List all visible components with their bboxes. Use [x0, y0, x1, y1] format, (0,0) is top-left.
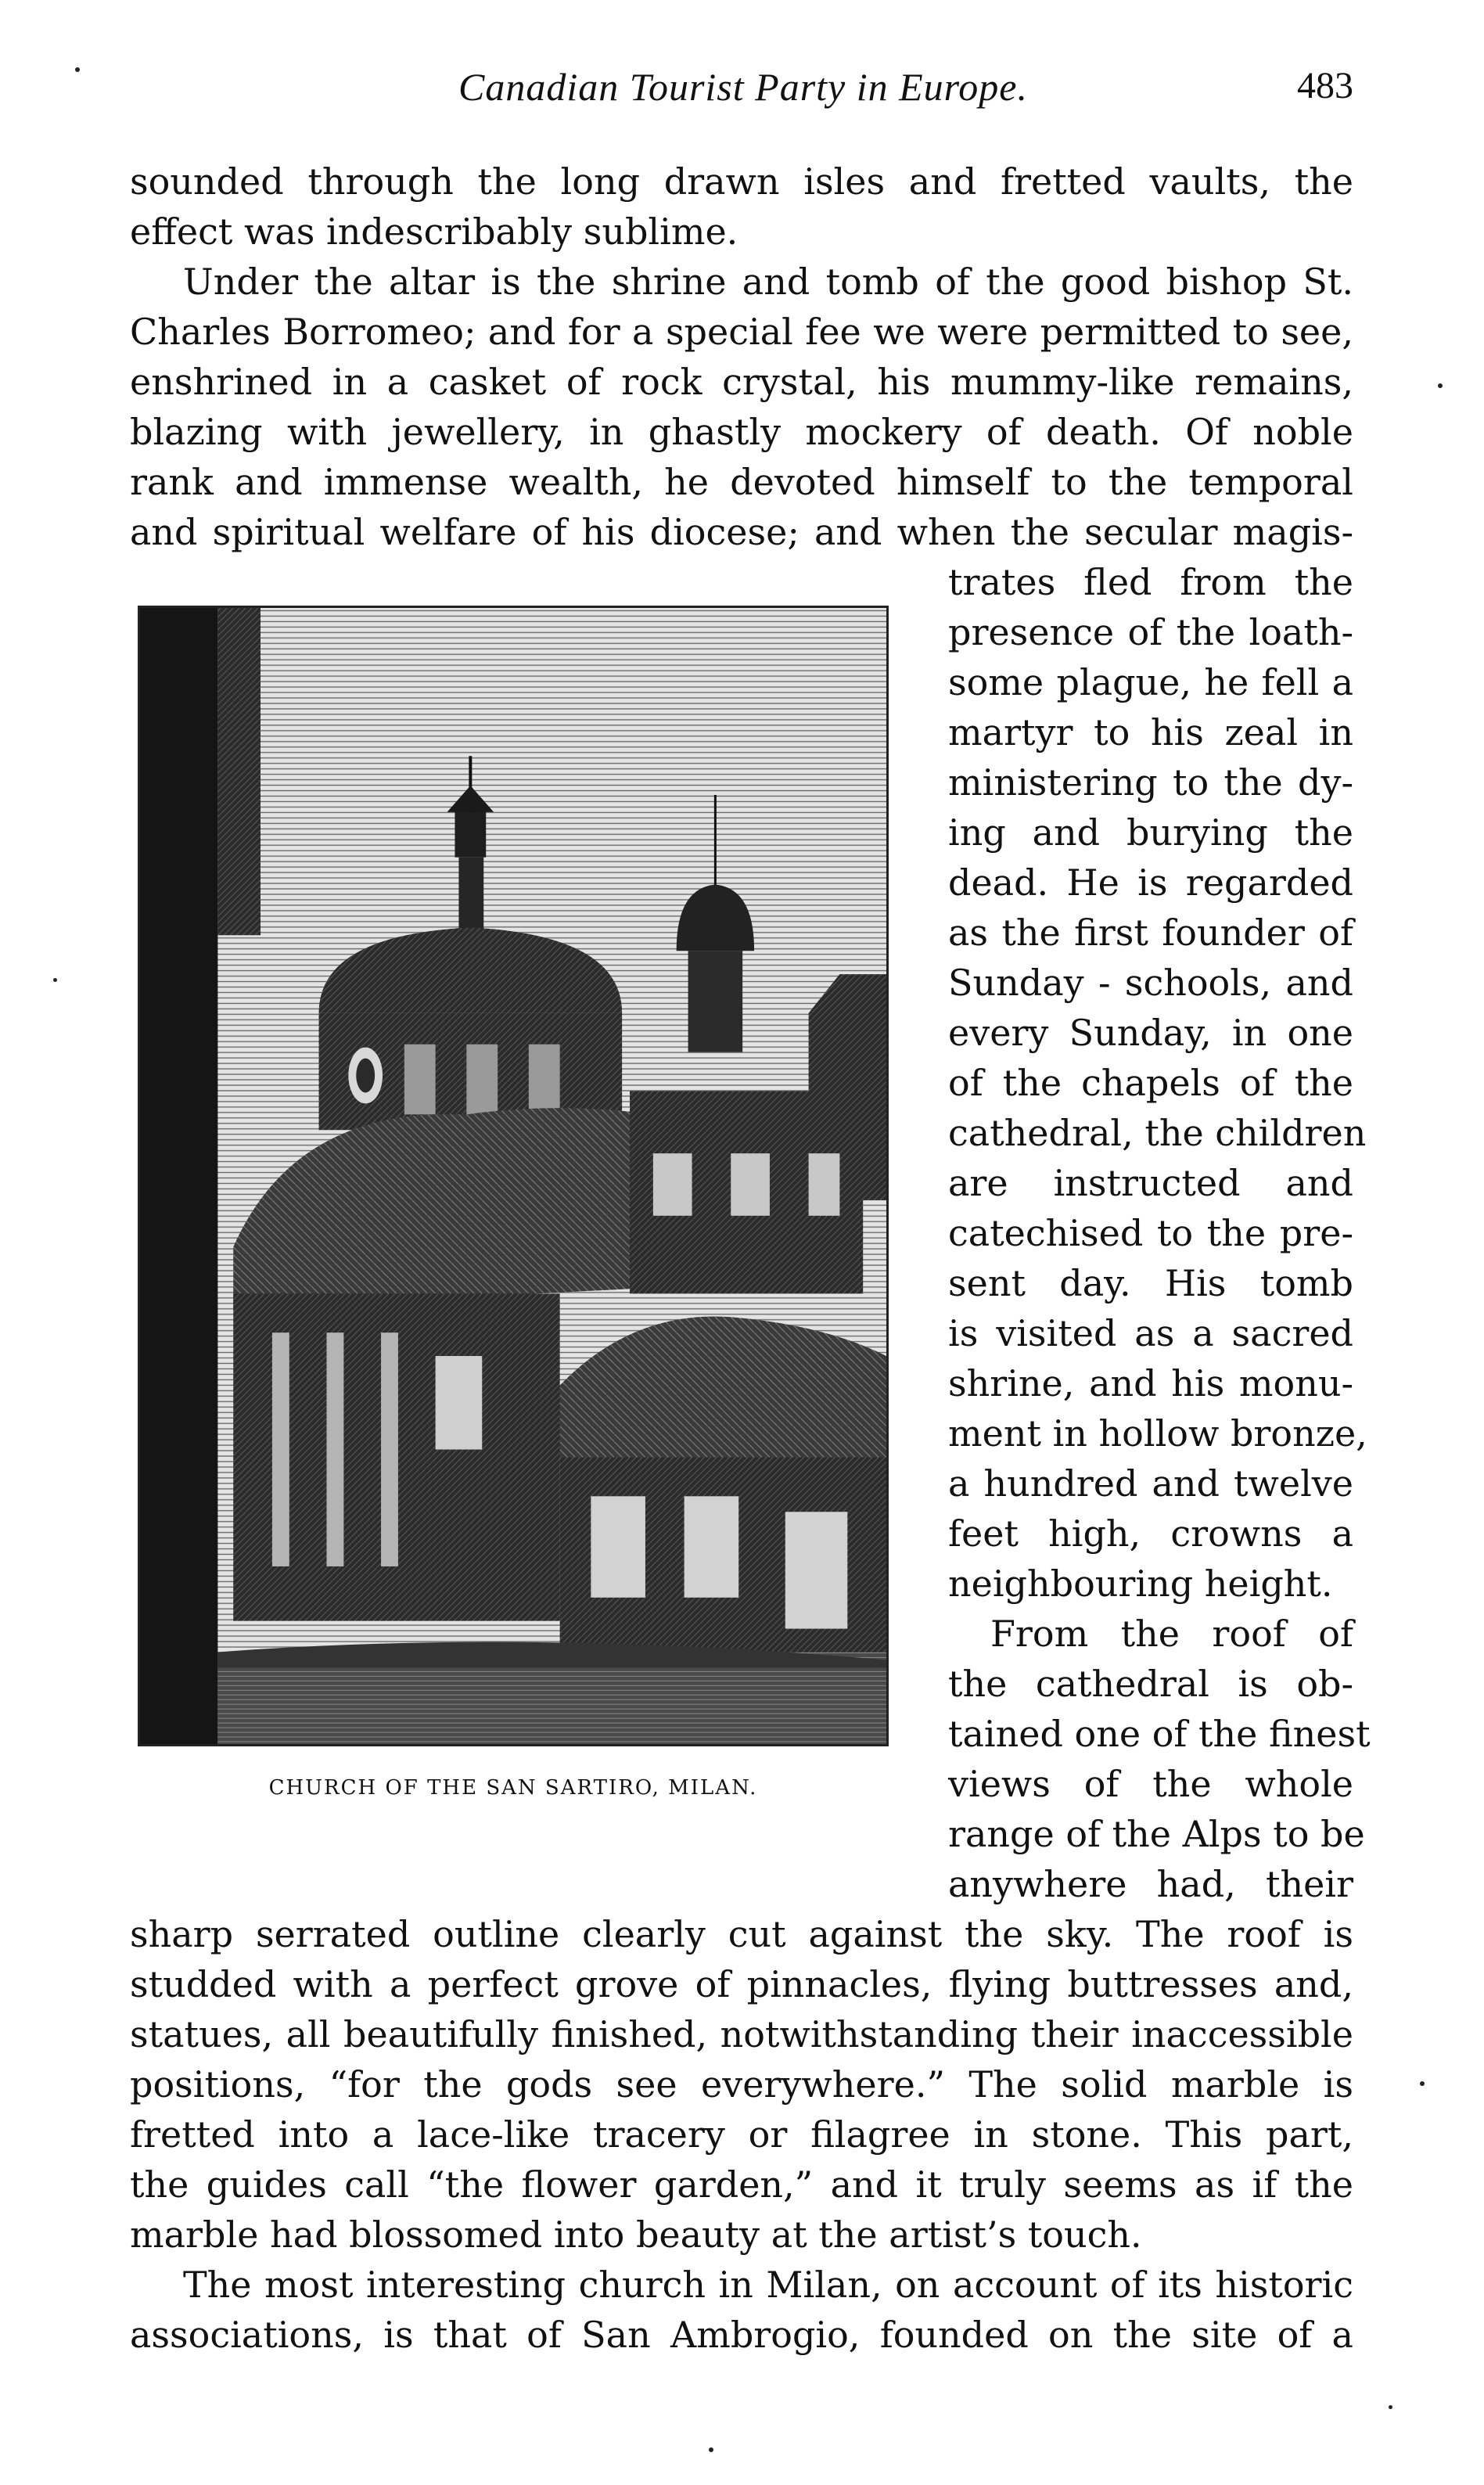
column-line: some plague, he fell a — [948, 661, 1353, 703]
text-line: blazing with jewellery, in ghastly mockery of death. Of noble — [130, 411, 1353, 453]
column-line: neighbouring height. — [948, 1563, 1333, 1605]
scan-speck — [709, 2447, 713, 2452]
column-line: of the chapels of the — [948, 1062, 1353, 1104]
church-engraving-art — [140, 608, 886, 1744]
column-line: the cathedral is ob- — [948, 1663, 1353, 1705]
text-line: associations, is that of San Ambrogio, founded on the site of a — [130, 2314, 1353, 2356]
church-engraving — [138, 606, 889, 1746]
text-line: fretted into a lace-like tracery or filagree in stone. This part, — [130, 2113, 1353, 2156]
text-line: marble had blossomed into beauty at the artist’s touch. — [130, 2213, 1142, 2256]
column-line: catechised to the pre- — [948, 1212, 1353, 1254]
text-line: sharp serrated outline clearly cut against the sky. The roof is — [130, 1913, 1353, 1955]
page-number: 483 — [1297, 65, 1353, 106]
column-line: as the first founder of — [948, 912, 1353, 954]
column-line: anywhere had, their — [948, 1863, 1353, 1905]
column-line: martyr to his zeal in — [948, 711, 1353, 753]
text-line: and spiritual welfare of his diocese; and when the secular magis- — [130, 511, 1353, 553]
column-line: views of the whole — [948, 1763, 1353, 1805]
column-line: a hundred and twelve — [948, 1462, 1353, 1505]
scan-speck — [75, 67, 80, 72]
column-line: From the roof of — [990, 1613, 1353, 1655]
figure-caption: CHURCH OF THE SAN SARTIRO, MILAN. — [268, 1776, 758, 1800]
column-line: ministering to the dy- — [948, 761, 1353, 804]
column-line: are instructed and — [948, 1162, 1353, 1204]
column-line: sent day. His tomb — [948, 1262, 1353, 1304]
text-line: The most interesting church in Milan, on account of its historic — [183, 2264, 1353, 2306]
column-line: every Sunday, in one — [948, 1012, 1353, 1054]
column-line: Sunday - schools, and — [948, 962, 1353, 1004]
scan-speck — [53, 978, 57, 982]
column-line: feet high, crowns a — [948, 1512, 1353, 1555]
text-line: enshrined in a casket of rock crystal, his mummy-like remains, — [130, 361, 1353, 403]
running-head: Canadian Tourist Party in Europe. — [458, 65, 1028, 109]
column-line: ing and burying the — [948, 811, 1353, 854]
scan-speck — [1420, 2081, 1425, 2086]
column-line: dead. He is regarded — [948, 861, 1353, 904]
text-line: rank and immense wealth, he devoted himself to the temporal — [130, 461, 1353, 503]
text-line: statues, all beautifully finished, notwithstanding their inaccessible — [130, 2013, 1353, 2055]
text-line: Charles Borromeo; and for a special fee we were permitted to see, — [130, 311, 1353, 353]
column-line: cathedral, the children — [948, 1112, 1367, 1154]
text-line: effect was indescribably sublime. — [130, 210, 738, 253]
column-line: presence of the loath- — [948, 611, 1353, 653]
scan-speck — [1389, 2405, 1392, 2409]
column-line: ment in hollow bronze, — [948, 1412, 1367, 1455]
column-line: is visited as a sacred — [948, 1312, 1353, 1354]
column-line: tained one of the finest — [948, 1713, 1371, 1755]
text-line: sounded through the long drawn isles and fretted vaults, the — [130, 160, 1353, 203]
column-line: trates fled from the — [948, 561, 1353, 603]
scan-speck — [1438, 383, 1443, 388]
column-line: shrine, and his monu- — [948, 1362, 1353, 1404]
text-line: positions, “for the gods see everywhere.” The solid marble is — [130, 2063, 1353, 2106]
text-line: studded with a perfect grove of pinnacles, flying buttresses and, — [130, 1963, 1353, 2005]
text-line: Under the altar is the shrine and tomb of the good bishop St. — [183, 261, 1353, 303]
text-line: the guides call “the flower garden,” and it truly seems as if the — [130, 2163, 1353, 2206]
column-line: range of the Alps to be — [948, 1813, 1365, 1855]
